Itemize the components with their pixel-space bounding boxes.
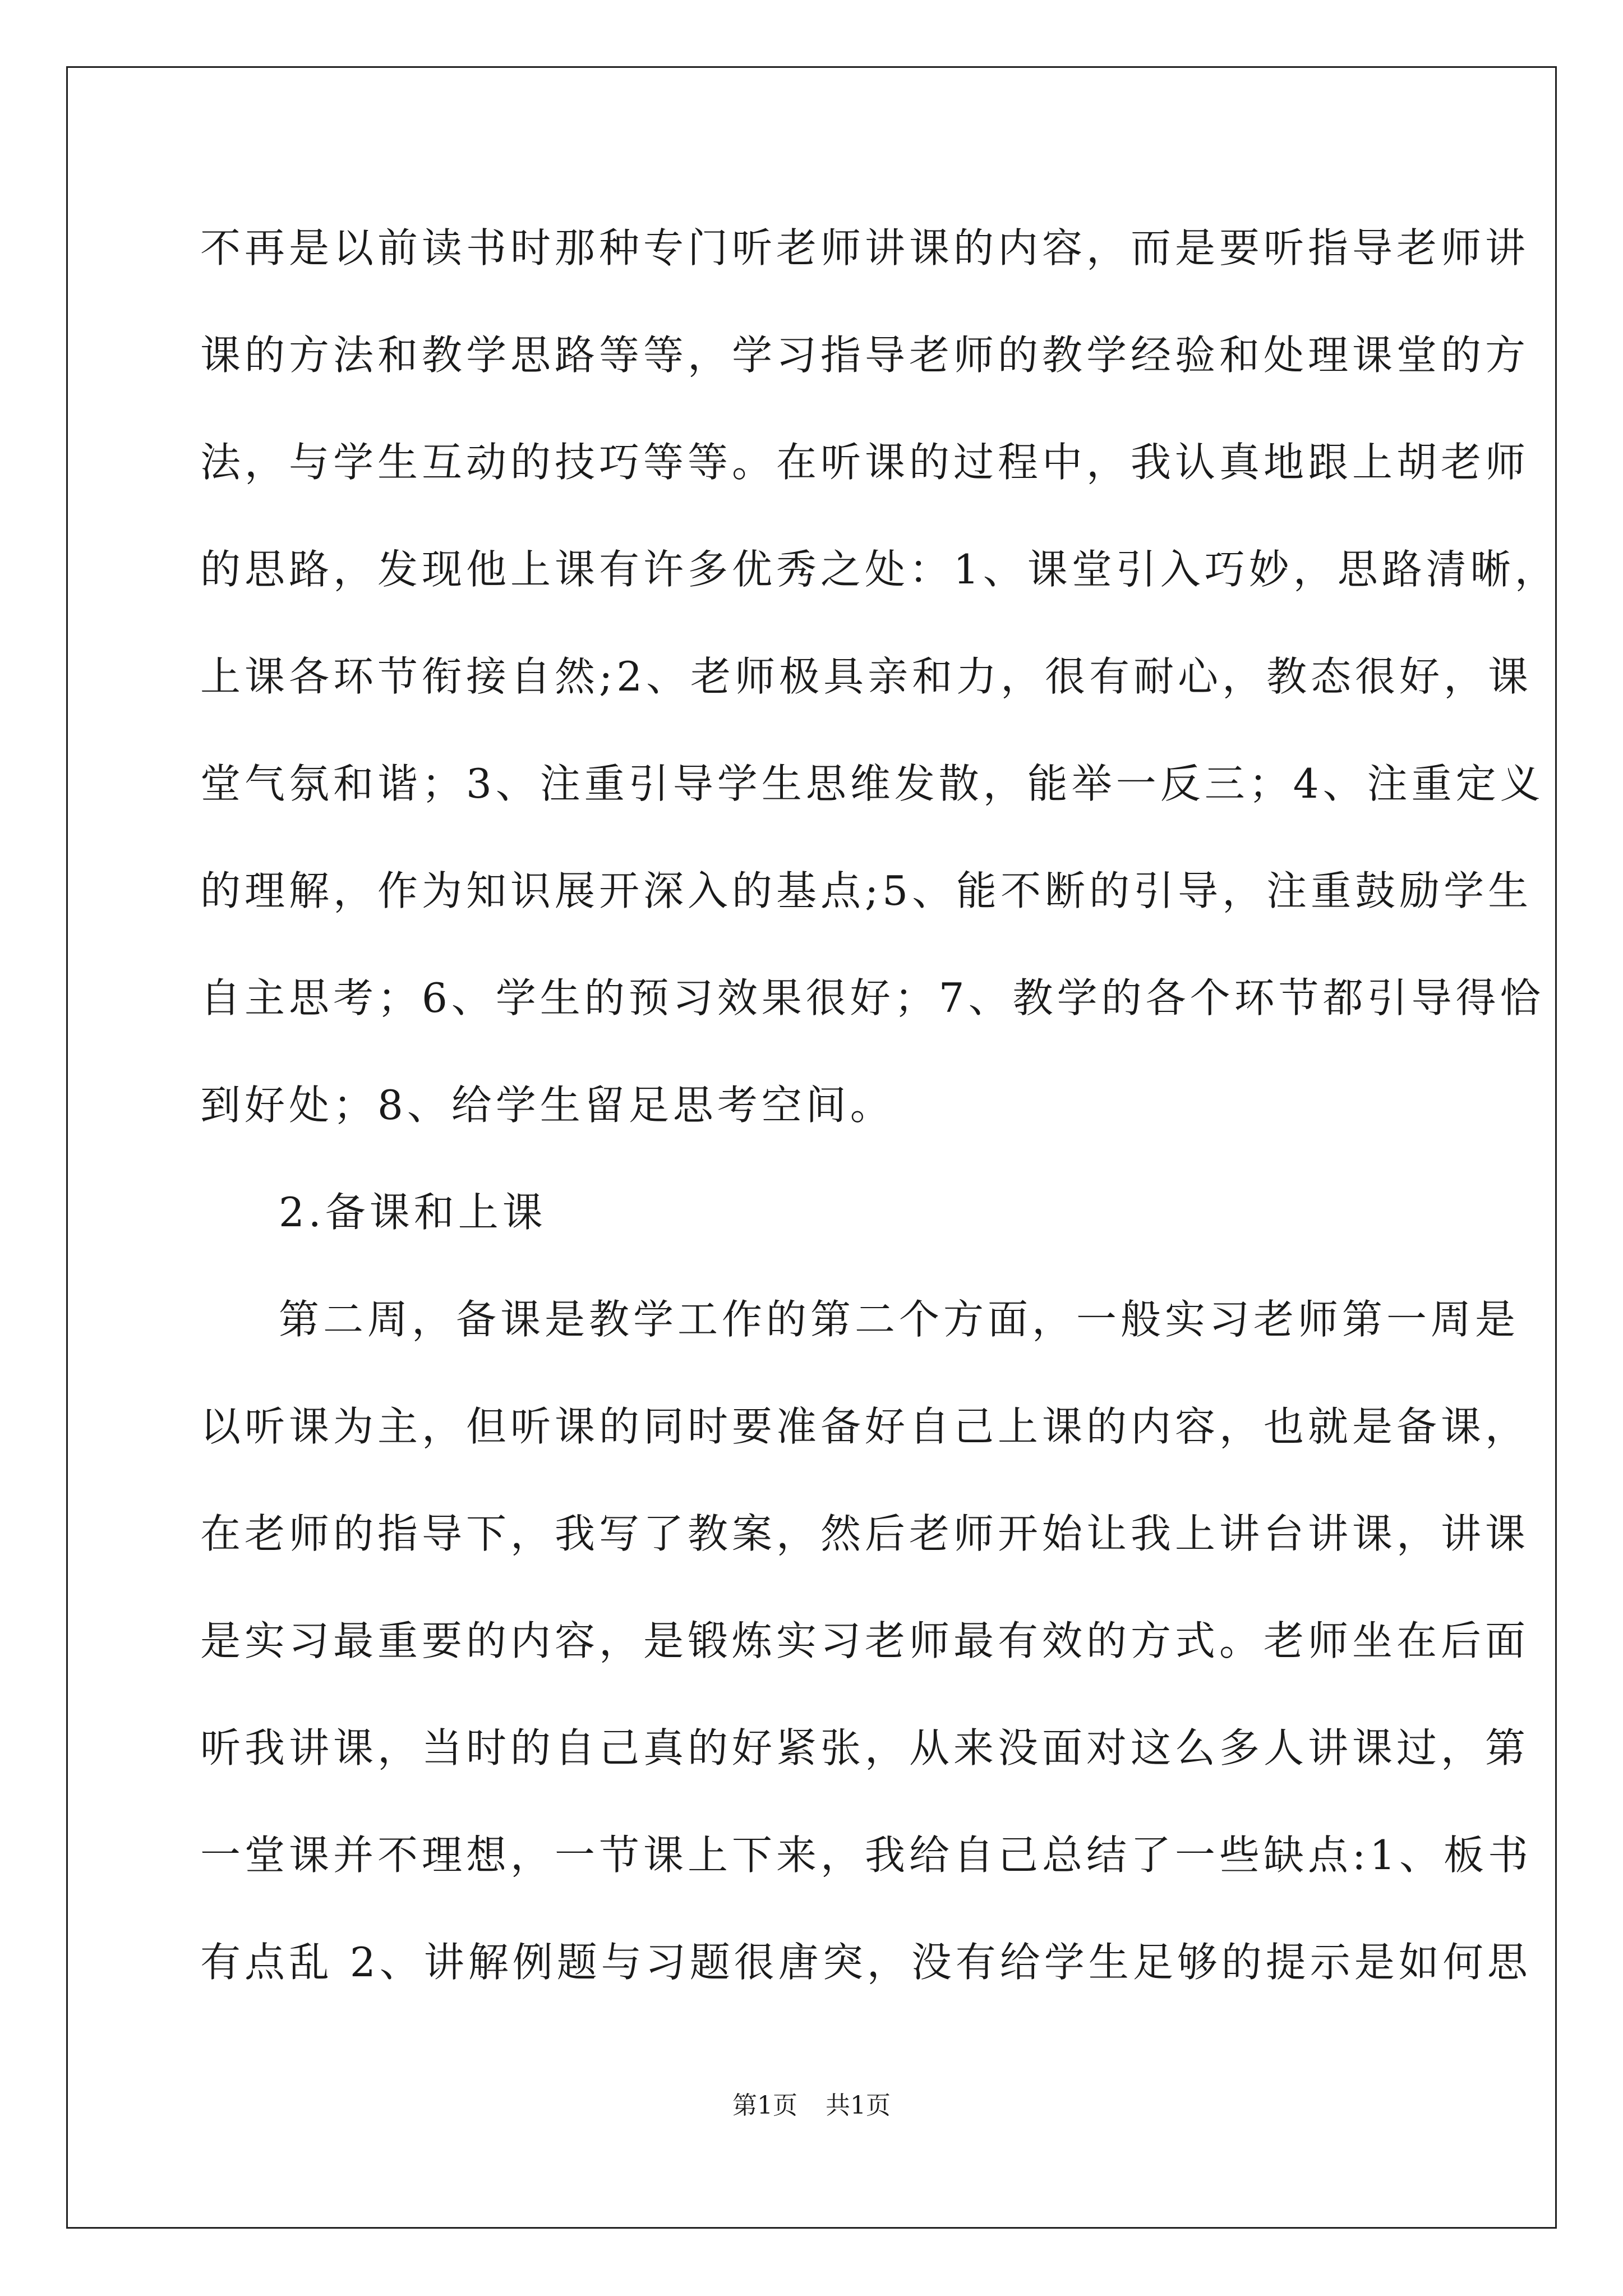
paragraph-line: 法，与学生互动的技巧等等。在听课的过程中，我认真地跟上胡老师 bbox=[200, 439, 1530, 486]
paragraph-line: 是实习最重要的内容，是锻炼实习老师最有效的方式。老师坐在后面 bbox=[200, 1617, 1530, 1664]
paragraph-line: 以听课为主，但听课的同时要准备好自己上课的内容，也就是备课， bbox=[200, 1403, 1530, 1450]
page-total: 共1页 bbox=[826, 2091, 891, 2120]
paragraph-line: 课的方法和教学思路等等，学习指导老师的教学经验和处理课堂的方 bbox=[200, 332, 1530, 379]
paragraph-line: 的理解，作为知识展开深入的基点;5、能不断的引导，注重鼓励学生 bbox=[200, 867, 1533, 914]
paragraph-line: 不再是以前读书时那种专门听老师讲课的内容，而是要听指导老师讲 bbox=[200, 224, 1530, 272]
paragraph-line: 在老师的指导下，我写了教案，然后老师开始让我上讲台讲课，讲课 bbox=[200, 1510, 1530, 1557]
page-current: 第1页 bbox=[732, 2091, 797, 2120]
paragraph-line: 有点乱 2、讲解例题与习题很唐突，没有给学生足够的提示是如何思 bbox=[200, 1939, 1532, 1986]
page-border bbox=[66, 66, 1557, 2229]
paragraph-line: 堂气氛和谐；3、注重引导学生思维发散，能举一反三；4、注重定义 bbox=[200, 760, 1544, 807]
paragraph-line: 第二周，备课是教学工作的第二个方面，一般实习老师第一周是 bbox=[279, 1296, 1520, 1343]
paragraph-line: 听我讲课，当时的自己真的好紧张，从来没面对这么多人讲课过，第 bbox=[200, 1724, 1530, 1772]
paragraph-line: 一堂课并不理想，一节课上下来，我给自己总结了一些缺点:1、板书 bbox=[200, 1832, 1533, 1879]
paragraph-line: 自主思考；6、学生的预习效果很好；7、教学的各个环节都引导得恰 bbox=[200, 974, 1544, 1022]
paragraph-line: 到好处；8、给学生留足思考空间。 bbox=[200, 1082, 895, 1129]
page-footer bbox=[0, 2089, 1623, 2123]
paragraph-line: 的思路，发现他上课有许多优秀之处：1、课堂引入巧妙，思路清晰， bbox=[200, 546, 1559, 593]
section-heading: 2.备课和上课 bbox=[279, 1189, 547, 1236]
paragraph-line: 上课各环节衔接自然;2、老师极具亲和力，很有耐心，教态很好，课 bbox=[200, 653, 1533, 700]
